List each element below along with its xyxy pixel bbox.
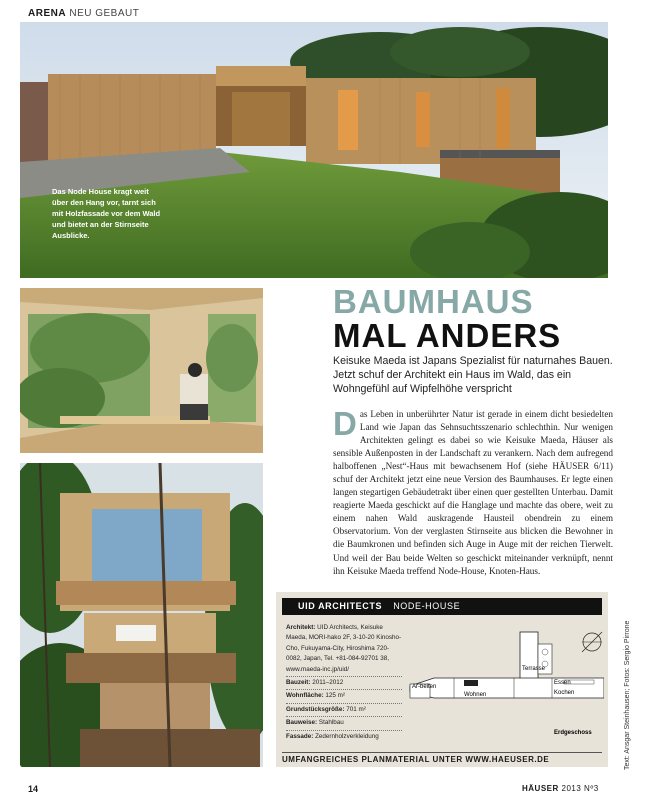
project-facts bbox=[286, 623, 402, 742]
plan-label-wohnen: Wohnen bbox=[464, 692, 487, 698]
plan-label-terrasse: Terrasse bbox=[522, 666, 546, 672]
fact-row bbox=[286, 678, 402, 688]
fact-label: Bauweise: bbox=[286, 719, 318, 727]
infobox-project-name: NODE-HOUSE bbox=[393, 601, 461, 611]
interior-photo bbox=[20, 288, 263, 453]
section-header bbox=[28, 8, 139, 19]
page-number: 14 bbox=[28, 784, 39, 794]
fact-label: Bauzeit: bbox=[286, 679, 311, 687]
fact-label: Fassade: bbox=[286, 732, 314, 740]
article-title: MAL ANDERS bbox=[333, 317, 562, 354]
architect-entry bbox=[286, 623, 402, 675]
article-body-text: as Leben in unberührter Natur ist gerade in einem dicht besiedelten Land wie Japan das Sehnsuchtsszenario schlechthin. Nur wenigen Architekten gelingt es dabei so wie Keisuke Maeda, Häuser als sensible Außenposten in der Landschaft zu verankern. Nach dem aufregend halboffenen „Nest“-Haus mit bewachsenem Hof (siehe HÄUSER 6/11) schuf der Architekt jetzt eine neue Version des Baumhauses. Er legte einen langen stegartigen Gebäudetrakt über einen quer gestellten Unterbau. Damit reagierte Maeda geschickt auf die Hanglage und machte das obere, weit zu einem nahen Wald auskragende Hausteil obendrein zu einem Observatorium. Von der verglasten Stirnseite aus blicken die Bewohner in die Baumkronen und befinden sich Auge in Auge mit der reichen Tierwelt. Und weil der Bau beide Welten so geschickt miteinander verknüpft, nennt ihn Keisuke Maeda treffend Node-House, Knoten-Haus. bbox=[333, 409, 613, 576]
fact-row bbox=[286, 718, 402, 728]
fact-label: Wohnfläche: bbox=[286, 692, 324, 700]
photo-credit: Text: Ansgar Steinhausen; Fotos: Sergio Pirrone bbox=[624, 620, 631, 770]
magazine-name: HÄUSER bbox=[522, 784, 559, 793]
fact-value: 125 m² bbox=[325, 692, 346, 700]
tower-photo bbox=[20, 463, 263, 767]
fact-value: Stahlbau bbox=[318, 719, 344, 727]
plan-label-essen: Essen bbox=[554, 680, 571, 686]
fact-value: 2011–2012 bbox=[312, 679, 344, 687]
plan-label-kochen: Kochen bbox=[554, 690, 575, 696]
hero-caption: Das Node House kragt weit über den Hang vor, tarnt sich mit Holzfassade vor dem Wald und bietet an der Stirnseite Ausblicke. bbox=[52, 187, 161, 240]
architect-value: UID Architects, Keisuke Maeda, MORI-hako 2F, 3-10-20 Kinosho-Cho, Fukuyama-City, Hiroshima 720-0082, Japan, Tel. +81-084-92701 38, www.maeda-inc.jp/uid/ bbox=[286, 624, 402, 673]
article-body bbox=[333, 405, 613, 578]
infobox-architect-name: UID ARCHITECTS bbox=[298, 601, 383, 611]
section-label: ARENA bbox=[28, 8, 67, 19]
issue-number: 2013 Nº3 bbox=[561, 784, 599, 793]
project-infobox bbox=[276, 592, 608, 767]
floor-plan bbox=[404, 622, 604, 742]
fact-value: Zedernholzverkleidung bbox=[315, 732, 379, 740]
fact-row bbox=[286, 732, 402, 742]
plan-label-arbeiten: Ar-beiten bbox=[412, 684, 437, 690]
article-kicker: BAUMHAUS bbox=[333, 283, 534, 320]
fact-row bbox=[286, 691, 402, 701]
subsection-label: NEU GEBAUT bbox=[69, 8, 140, 19]
plan-label-floor: Erdgeschoss bbox=[554, 730, 592, 736]
fact-label: Grundstücksgröße: bbox=[286, 705, 345, 713]
architect-label: Architekt: bbox=[286, 624, 316, 631]
magazine-issue bbox=[522, 784, 599, 793]
infobox-title-bar bbox=[282, 598, 602, 615]
more-plans-link[interactable]: UMFANGREICHES PLANMATERIAL UNTER WWW.HAEUSER.DE bbox=[282, 752, 602, 764]
drop-cap: D bbox=[333, 405, 357, 442]
fact-row bbox=[286, 705, 402, 715]
fact-value: 701 m² bbox=[346, 705, 366, 713]
article-lead: Keisuke Maeda ist Japans Spezialist für naturnahes Bauen. Jetzt schuf der Architekt ein Haus im Wald, das ein Wohngefühl auf Wipfelhöhe verspricht bbox=[333, 355, 613, 395]
north-compass-icon bbox=[582, 632, 602, 652]
